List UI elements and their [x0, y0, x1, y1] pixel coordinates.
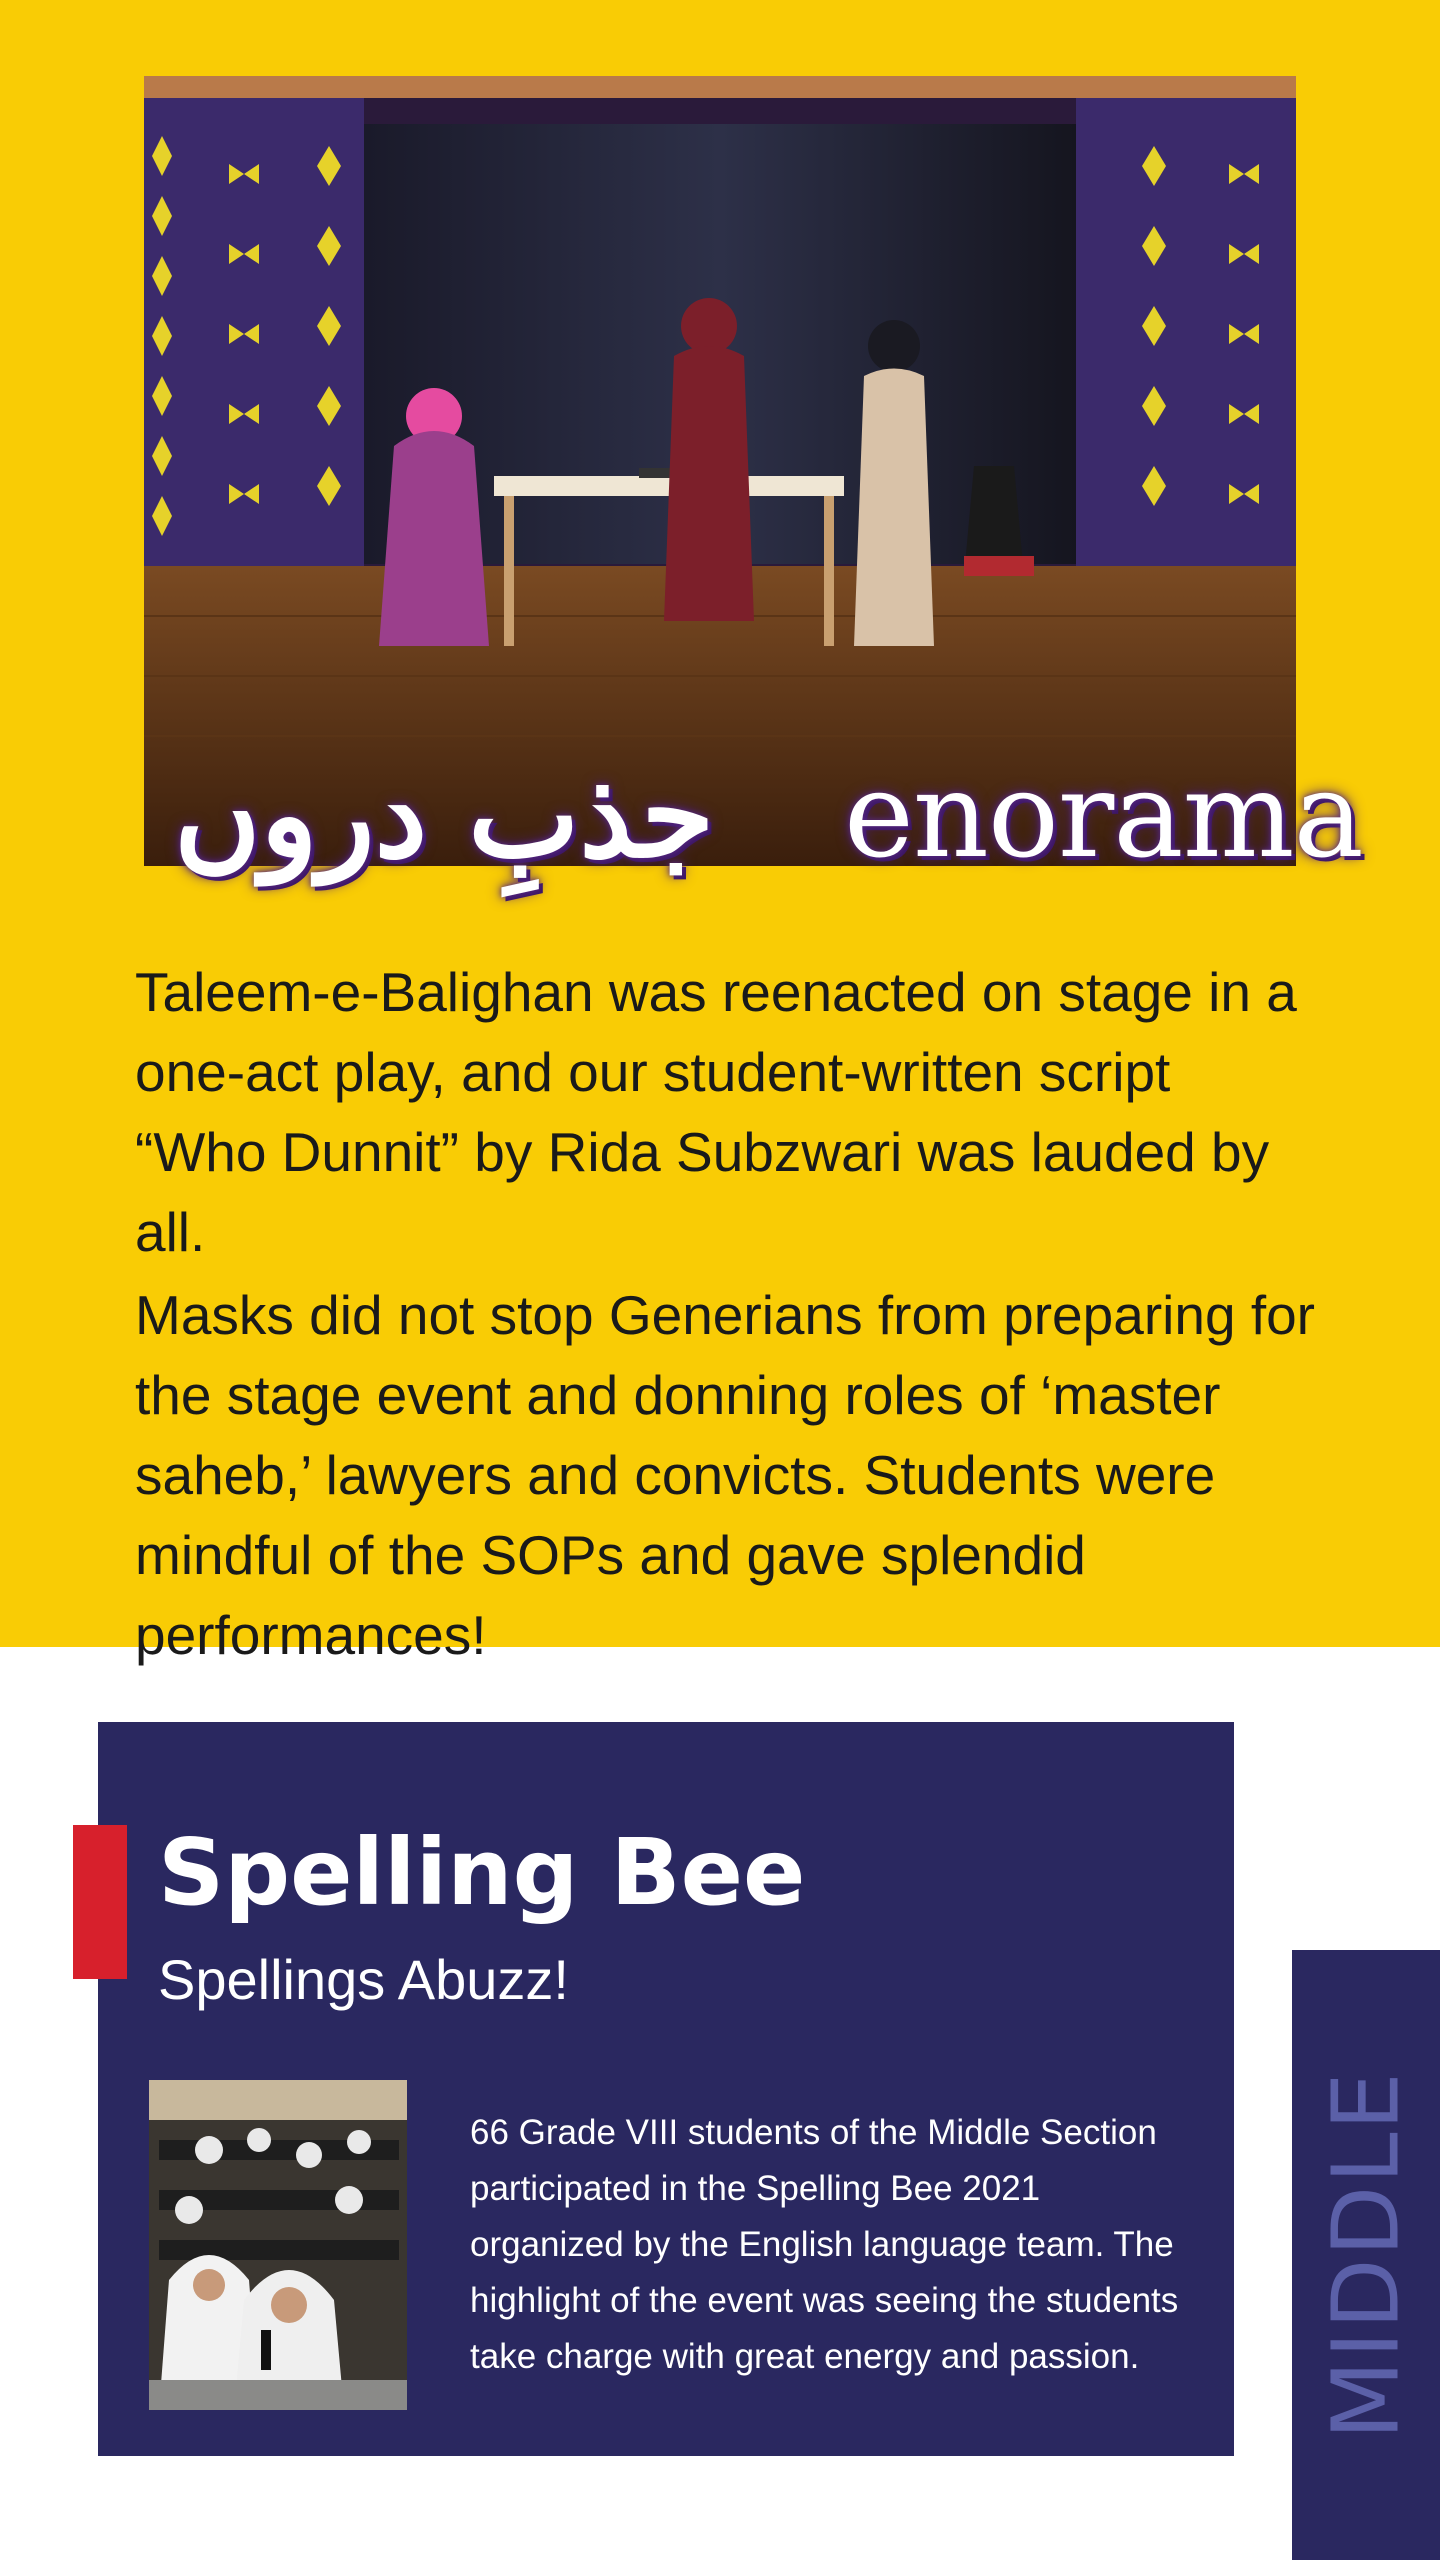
intro-paragraph-1: Taleem-e-Balighan was reenacted on stage in a one-act play, and our student-written script “Who Dunnit” by Rida Subzwari was lauded by all.	[135, 961, 1297, 1263]
intro-paragraph-2: Masks did not stop Generians from preparing for the stage event and donning roles of ‘master saheb,’ lawyers and convicts. Students were mindful of the SOPs and gave splendid performances!	[135, 1284, 1316, 1666]
section-title: Spelling Bee	[158, 1819, 806, 1926]
spelling-bee-description: 66 Grade VIII students of the Middle Section participated in the Spelling Bee 2021 organized by the English language team. The highlight of the event was seeing the students take charge with great energy and passion.	[470, 2113, 1179, 2376]
section-side-tab	[1292, 1950, 1440, 2560]
spelling-bee-photo	[149, 2080, 407, 2410]
students-image	[149, 2080, 407, 2410]
section-subtitle: Spellings Abuzz!	[158, 1948, 569, 2011]
logo-urdu-text: جذبِ دروں	[174, 745, 715, 884]
logo-english-text: enorama	[844, 746, 1363, 884]
side-tab-label: MIDDLE	[1312, 2070, 1420, 2440]
red-accent-bar	[73, 1825, 127, 1979]
genorama-logo	[144, 735, 1363, 895]
